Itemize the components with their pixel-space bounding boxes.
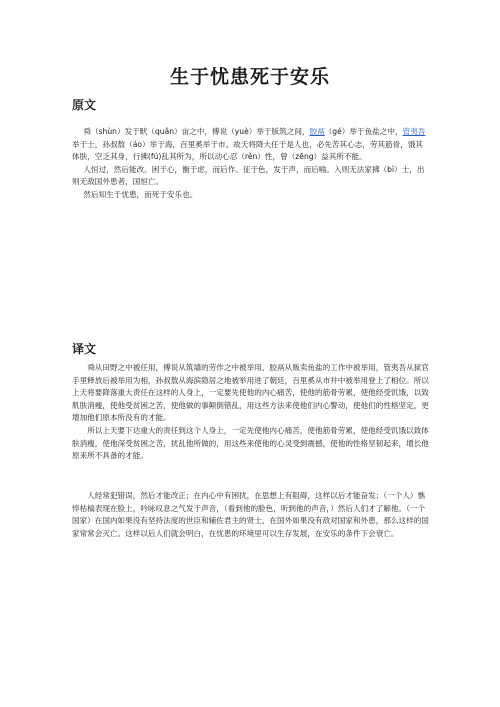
original-p1-part-a: 舜（shùn）发于畎（quǎn）亩之中，傅说（yuè）举于版筑之间， — [83, 127, 310, 136]
link-guanyiwu[interactable]: 管夷吾 — [402, 127, 426, 136]
original-paragraph-1 — [72, 126, 430, 164]
link-jiaoge[interactable]: 胶鬲 — [309, 127, 325, 136]
translation-paragraph-2: 所以上天要下达重大的责任到这个人身上，一定先使他内心痛苦，使他筋骨劳累，使他经受饥饿以致体肤消瘦，使他深受贫困之苦，扰乱他所做的，用这些来使他的心灵受到震撼，使他的性格坚韧起来，增长他原来所不具备的才能。 — [72, 425, 429, 461]
original-paragraph-2: 人恒过，然后能改。困于心，衡于虑，而后作。征于色，发于声，而后喻。入则无法家拂（bì）士，出则无敌国外患者，国恒亡。 — [72, 164, 425, 187]
page-title: 生于忧患死于安乐 — [169, 66, 330, 88]
original-text — [72, 126, 430, 202]
original-paragraph-3: 然后知生于忧患，而死于安乐也。 — [83, 189, 198, 199]
original-p1-part-c: 举于士，孙叔敖（áo）举于海，百里奚举于市。故天将降大任于是人也，必先苦其心志，劳其筋骨，饿其体肤，空乏其身，行拂(fú)乱其所为，所以动心忍（rěn）性，曾（zēng）益其所不能。 — [72, 139, 424, 162]
translation-paragraph-3: 人经常犯错误，然后才能改正；在内心中有困扰，在思想上有阻碍，这样以后才能奋发；（一个人）憔悴枯槁表现在脸上，吟咏叹息之气发于声音，（看到他的脸色，听到他的声音，）然后人们才了解他。（一个国家）在国内如果没有坚持法度的世臣和辅佐君主的贤士，在国外如果没有敌对国家和外患，那么这样的国家常常会灭亡。这样以后人们就会明白，在忧患的环境里可以生存发展，在安乐的条件下会衰亡。 — [72, 491, 429, 538]
translation-text-2 — [72, 490, 430, 540]
section-heading-translation: 译文 — [72, 342, 97, 356]
translation-text — [72, 362, 430, 463]
translation-paragraph-1: 舜从田野之中被任用，傅说从筑墙的劳作之中被举用，胶鬲从贩卖鱼盐的工作中被举用，管夷吾从狱官手里释放后被举用为相，孙叔敖从海滨隐居之地被举用进了朝廷，百里奚从市井中被举用登上了相位。所以上天将要降落重大责任在这样的人身上，一定要先使他的内心痛苦，使他的筋骨劳累，使他经受饥饿，以致肌肤消瘦，使他受贫困之苦，使他做的事颠倒错乱，用这些方法来使他们内心警动，使他们的性格坚定，更增加他们原本所没有的才能。 — [72, 363, 429, 423]
section-heading-original: 原文 — [72, 98, 97, 112]
original-p1-part-b: （gé）举于鱼盐之中， — [324, 127, 403, 136]
